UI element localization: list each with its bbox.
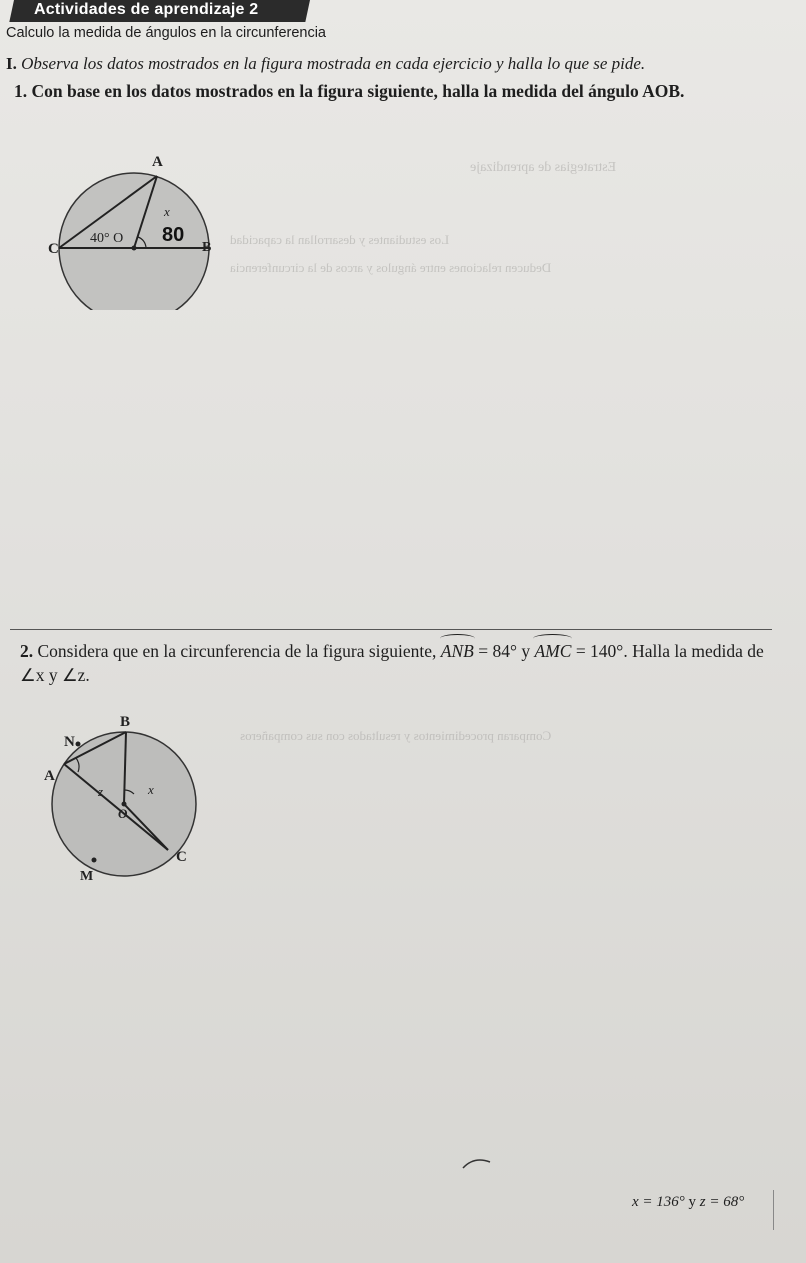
question-2-lead: Considera que en la circunferencia de la figura siguiente,: [37, 641, 437, 661]
label-n: N: [64, 734, 75, 750]
arc-amc: AMC: [534, 641, 572, 661]
bleed-through-text: Deducen relaciones entre ángulos y arcos de la circunferencia: [230, 260, 552, 275]
label-b: B: [202, 240, 212, 255]
label-a: A: [44, 768, 55, 784]
instruction-text: Observa los datos mostrados en la figura mostrada en cada ejercicio y halla lo que se pide.: [21, 54, 646, 73]
answer-z: z = 68°: [699, 1194, 745, 1210]
arc-anb-value: = 84°: [478, 641, 517, 661]
question-2-text: [20, 639, 780, 687]
answer-x: x = 136°: [632, 1194, 685, 1210]
answer-conjunction: y: [688, 1194, 697, 1210]
point-m: [92, 858, 97, 863]
question-2-tail: . Halla la medida de ∠x y ∠z.: [20, 641, 764, 685]
label-x: x: [148, 782, 154, 797]
arc-anb: ANB: [440, 641, 474, 661]
question-2-number: 2.: [20, 641, 34, 661]
instruction-number: I.: [6, 54, 17, 73]
center-point: [132, 246, 137, 251]
label-z: z: [98, 784, 104, 799]
bleed-through-text: Comparan procedimientos y resultados con sus compañeros: [240, 728, 552, 743]
label-c: C: [48, 241, 59, 257]
point-n: [76, 742, 81, 747]
label-o-angle: 40° O: [90, 231, 124, 246]
page-subtitle: Calculo la medida de ángulos en la circunferencia: [6, 25, 326, 41]
arc-amc-value: = 140°: [575, 641, 624, 661]
circle-figure-1: [44, 150, 224, 310]
question-1-text: 1. Con base en los datos mostrados en la figura siguiente, halla la medida del ángulo AOB.: [14, 81, 685, 101]
page-title: Actividades de aprendizaje 2: [34, 1, 259, 18]
section-divider: [10, 629, 772, 630]
answer-line: [632, 1194, 744, 1211]
label-o: O: [118, 806, 128, 821]
margin-line: [773, 1190, 774, 1230]
conjunction: y: [521, 641, 531, 661]
circle-figure-2: [28, 708, 218, 888]
bleed-through-text: Los estudiantes y desarrollan la capacidad: [230, 232, 450, 247]
pencil-mark: [460, 1152, 500, 1172]
label-b: B: [120, 714, 131, 730]
handwritten-answer: 80: [162, 224, 185, 246]
label-a: A: [152, 154, 163, 170]
label-x: x: [164, 204, 170, 219]
bleed-through-text: Estrategias de aprendizaje: [470, 160, 617, 175]
label-c: C: [176, 849, 187, 865]
instruction: [6, 54, 645, 74]
label-m: M: [80, 869, 94, 884]
